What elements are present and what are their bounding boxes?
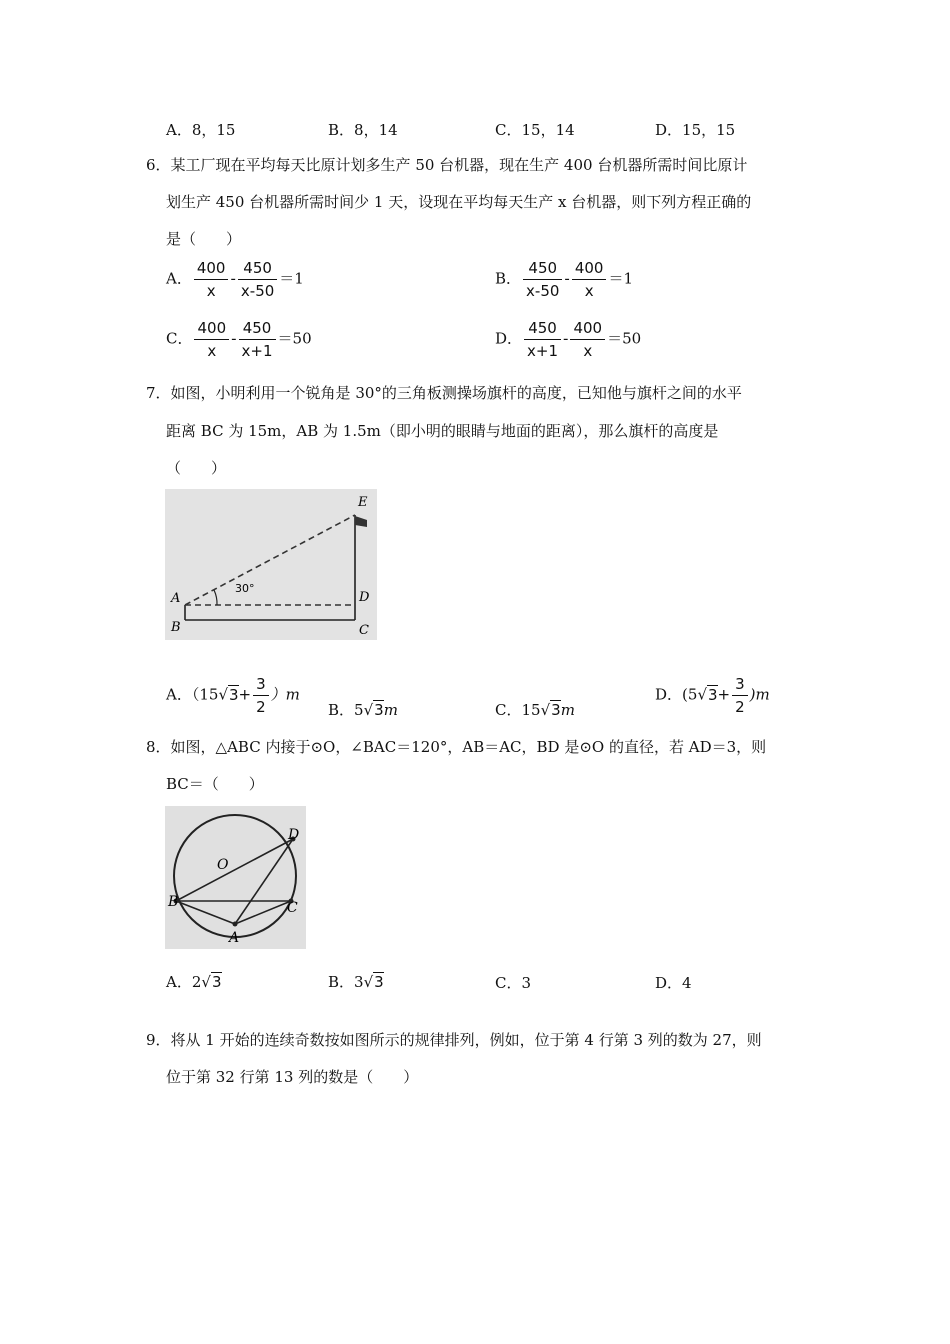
q8-option-b: B．3√3 [328, 973, 384, 991]
q7-option-a: A．（15√3+ $\frac{3}{2}$ ）m [166, 675, 300, 716]
q6-option-a: A． $\frac{400}{x}$ - $\frac{450}{x-50}$ ＝1 [166, 259, 304, 300]
fraction: $\frac{450}{x+1}$ [524, 319, 561, 360]
radical-icon: √ [363, 973, 374, 991]
fraction: $\frac{400}{x}$ [194, 319, 229, 360]
fraction: $\frac{450}{x-50}$ [238, 259, 277, 300]
q8-stem-line1: 8．如图，△ABC 内接于⊙O，∠BAC＝120°，AB＝AC，BD 是⊙O 的直径，若 AD＝3，则 [146, 738, 767, 756]
q8-option-d: D．4 [655, 974, 692, 992]
q7-option-c: C．15√3m [495, 701, 575, 719]
q6-stem-line2: 划生产 450 台机器所需时间少 1 天，设现在平均每天生产 x 台机器，则下列方程正确的 [166, 193, 752, 211]
fraction: $\frac{3}{2}$ [732, 675, 748, 716]
radical-icon: √ [697, 685, 707, 704]
q6-stem-line1: 6．某工厂现在平均每天比原计划多生产 50 台机器，现在生产 400 台机器所需时间比原计 [146, 156, 748, 174]
q8-option-c: C．3 [495, 974, 532, 992]
radical-icon: √ [218, 685, 228, 704]
q5-option-d: D．15，15 [655, 121, 736, 139]
q6-stem-line3: 是（ ） [166, 230, 242, 248]
q7-stem-line2: 距离 BC 为 15m，AB 为 1.5m（即小明的眼睛与地面的距离），那么旗杆的高度是 [166, 422, 719, 440]
point-c-label: C [359, 623, 369, 638]
point-b-label: B [168, 894, 179, 910]
q7-option-d: D．(5√3+ $\frac{3}{2}$ )m [655, 675, 770, 716]
q8-circle-figure [165, 806, 306, 949]
radical-icon: √ [201, 973, 211, 991]
radical-icon: √ [540, 701, 551, 719]
fraction: $\frac{450}{x-50}$ [523, 259, 562, 300]
point-b-label: B [171, 620, 181, 635]
angle-label: 30° [235, 582, 255, 595]
point-d-label: D [359, 590, 370, 605]
fraction: $\frac{400}{x}$ [572, 259, 607, 300]
q5-option-a: A．8，15 [166, 121, 236, 139]
point-e-label: E [358, 495, 368, 510]
point-d-label: D [288, 827, 300, 843]
point-o-label: O [217, 857, 229, 873]
q6-option-b: B． $\frac{450}{x-50}$ - $\frac{400}{x}$ ＝1 [495, 259, 634, 300]
q7-flagpole-figure [165, 489, 377, 640]
point-a-label: A [229, 930, 240, 946]
q8-stem-line2: BC＝（ ） [166, 775, 264, 793]
q9-stem-line2: 位于第 32 行第 13 列的数是（ ） [166, 1068, 419, 1086]
q8-option-a: A．2√3 [166, 973, 222, 991]
q6-option-c: C． $\frac{400}{x}$ - $\frac{450}{x+1}$ ＝50 [166, 319, 312, 360]
q5-option-c: C．15，14 [495, 121, 575, 139]
q5-option-b: B．8，14 [328, 121, 398, 139]
fraction: $\frac{400}{x}$ [570, 319, 605, 360]
fraction: $\frac{400}{x}$ [194, 259, 229, 300]
point-a-label: A [171, 591, 181, 606]
radical-icon: √ [363, 701, 374, 719]
fraction: $\frac{450}{x+1}$ [239, 319, 276, 360]
point-c-label: C [287, 900, 298, 916]
q9-stem-line1: 9．将从 1 开始的连续奇数按如图所示的规律排列，例如，位于第 4 行第 3 列的数为 27，则 [146, 1031, 762, 1049]
q6-option-d: D． $\frac{450}{x+1}$ - $\frac{400}{x}$ ＝50 [495, 319, 642, 360]
q7-stem-line3: （ ） [166, 459, 227, 477]
fraction: $\frac{3}{2}$ [253, 675, 269, 716]
q7-stem-line1: 7．如图，小明利用一个锐角是 30°的三角板测操场旗杆的高度，已知他与旗杆之间的水平 [146, 384, 742, 402]
sqrt: √3 [218, 685, 239, 704]
q7-option-b: B．5√3m [328, 701, 398, 719]
